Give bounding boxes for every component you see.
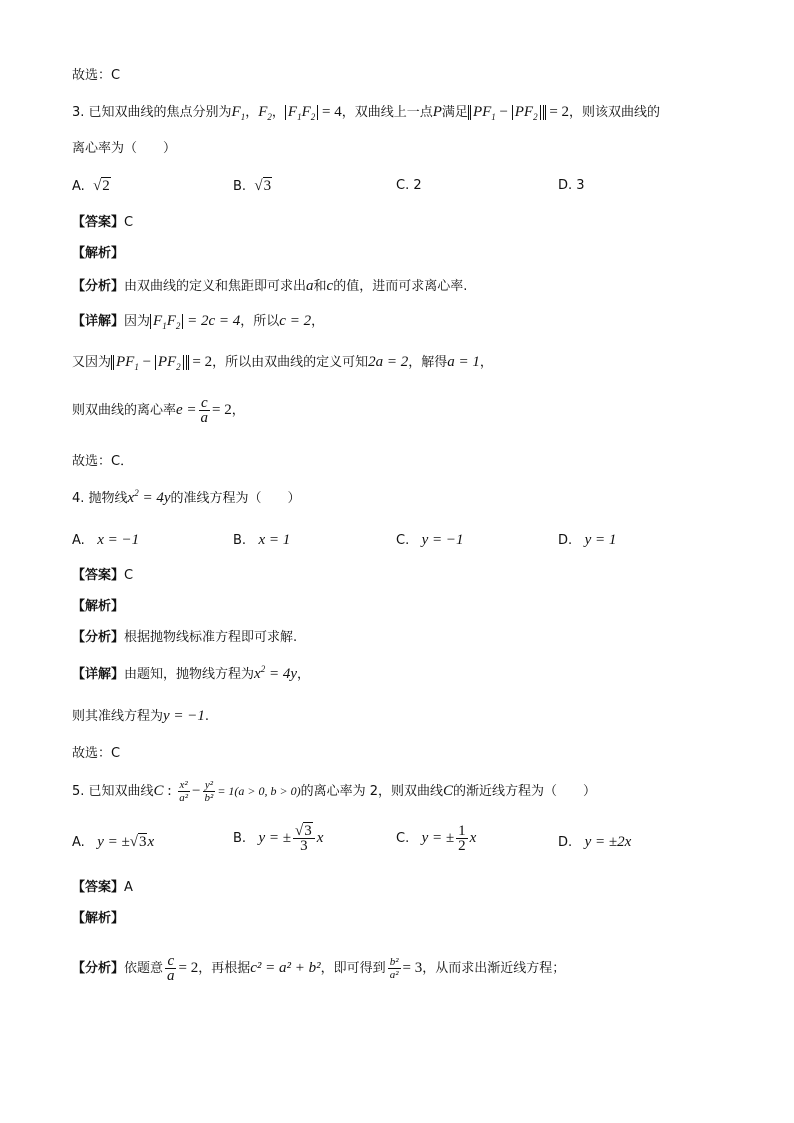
q3-analysis-heading: 【解析】	[72, 246, 125, 261]
text: ，	[271, 105, 285, 120]
text: ，	[245, 105, 259, 120]
math: $F_1$	[231, 104, 246, 122]
q5-answer: 【答案】A	[72, 880, 133, 895]
q4-choice: 故选：C	[72, 746, 121, 761]
answer-choice-line	[72, 66, 120, 86]
math: $F_1F_2 = 4$	[285, 104, 342, 120]
q5-analysis: 【分析】依题意 $\frac{c}{a}$ = 2，再根据c² = a² + b²，即可得到 $\frac{\text{b²}}{\text{a²}}$ = 3，从而求出渐近线方程；	[72, 953, 566, 984]
text: ，则该双曲线的	[569, 105, 661, 120]
q3-option-b: B. √3	[233, 178, 272, 194]
q3-analysis: 【分析】由双曲线的定义和焦距即可求出a和c的值，进而可求离心率.	[72, 278, 468, 294]
math: $PF_1 - PF_2 = 2$	[468, 104, 569, 120]
q5-analysis-heading: 【解析】	[72, 911, 125, 926]
q4-analysis: 【分析】根据抛物线标准方程即可求解.	[72, 630, 298, 645]
q4-analysis-heading: 【解析】	[72, 599, 125, 614]
text: ，双曲线上一点	[341, 105, 433, 120]
math: P	[432, 104, 442, 120]
q4-answer: 【答案】C	[72, 568, 134, 583]
q5-option-b: B. y = ± $\frac{√3}{3}$ x	[233, 823, 324, 854]
q5-option-d: D. y = ±2x	[558, 834, 632, 850]
q3-stem-line2	[72, 139, 176, 159]
q4-detail-line2: 则其准线方程为y = −1.	[72, 708, 210, 724]
q4-option-a: A. x = −1	[72, 532, 140, 548]
q3-option-d: D. 3	[558, 178, 585, 193]
text: 3. 已知双曲线的焦点分别为	[72, 105, 232, 120]
q4-stem: 4. 抛物线$x^2 = 4y$的准线方程为（ ）	[72, 488, 301, 506]
text: 满足	[441, 105, 468, 120]
q3-detail-line1: 【详解】因为 $F_1F_2 = 2c = 4$，所以c = 2，	[72, 313, 325, 331]
math: $F_2$	[258, 104, 272, 122]
q3-answer: 【答案】C	[72, 215, 134, 230]
q4-option-b: B. x = 1	[233, 532, 291, 548]
q3-option-c: C. 2	[396, 178, 422, 193]
q3-stem	[72, 102, 660, 123]
q4-option-d: D. y = 1	[558, 532, 617, 548]
q4-option-c: C. y = −1	[396, 532, 464, 548]
q3-option-a: A. √2	[72, 178, 110, 194]
text: 离心率为（ ）	[72, 141, 177, 156]
q3-detail-line3: 则双曲线的离心率e = $\frac{c}{a}$ = 2，	[72, 395, 245, 426]
q5-option-c: C. y = ± $\frac{1}{2}$ x	[396, 823, 477, 854]
q4-detail-line1: 【详解】由题知，抛物线方程为$x^2 = 4y$，	[72, 664, 310, 682]
q3-detail-line2: 又因为 $PF_1 - PF_2 = 2$，所以由双曲线的定义可知2a = 2，解得a = 1，	[72, 354, 493, 372]
q3-choice: 故选：C．	[72, 454, 134, 469]
q5-stem: 5. 已知双曲线C : $\frac{\text{x²}}{\text{a²}}$ − $\frac{\text{y²}}{\text{b²}}$ = 1(a > 0, b > 0)的离心率为 2，则双曲线C的渐近线方程为（ ）	[72, 779, 597, 804]
q5-option-a: A. y = ±√3x	[72, 834, 155, 850]
text: 故选：C	[72, 68, 121, 83]
